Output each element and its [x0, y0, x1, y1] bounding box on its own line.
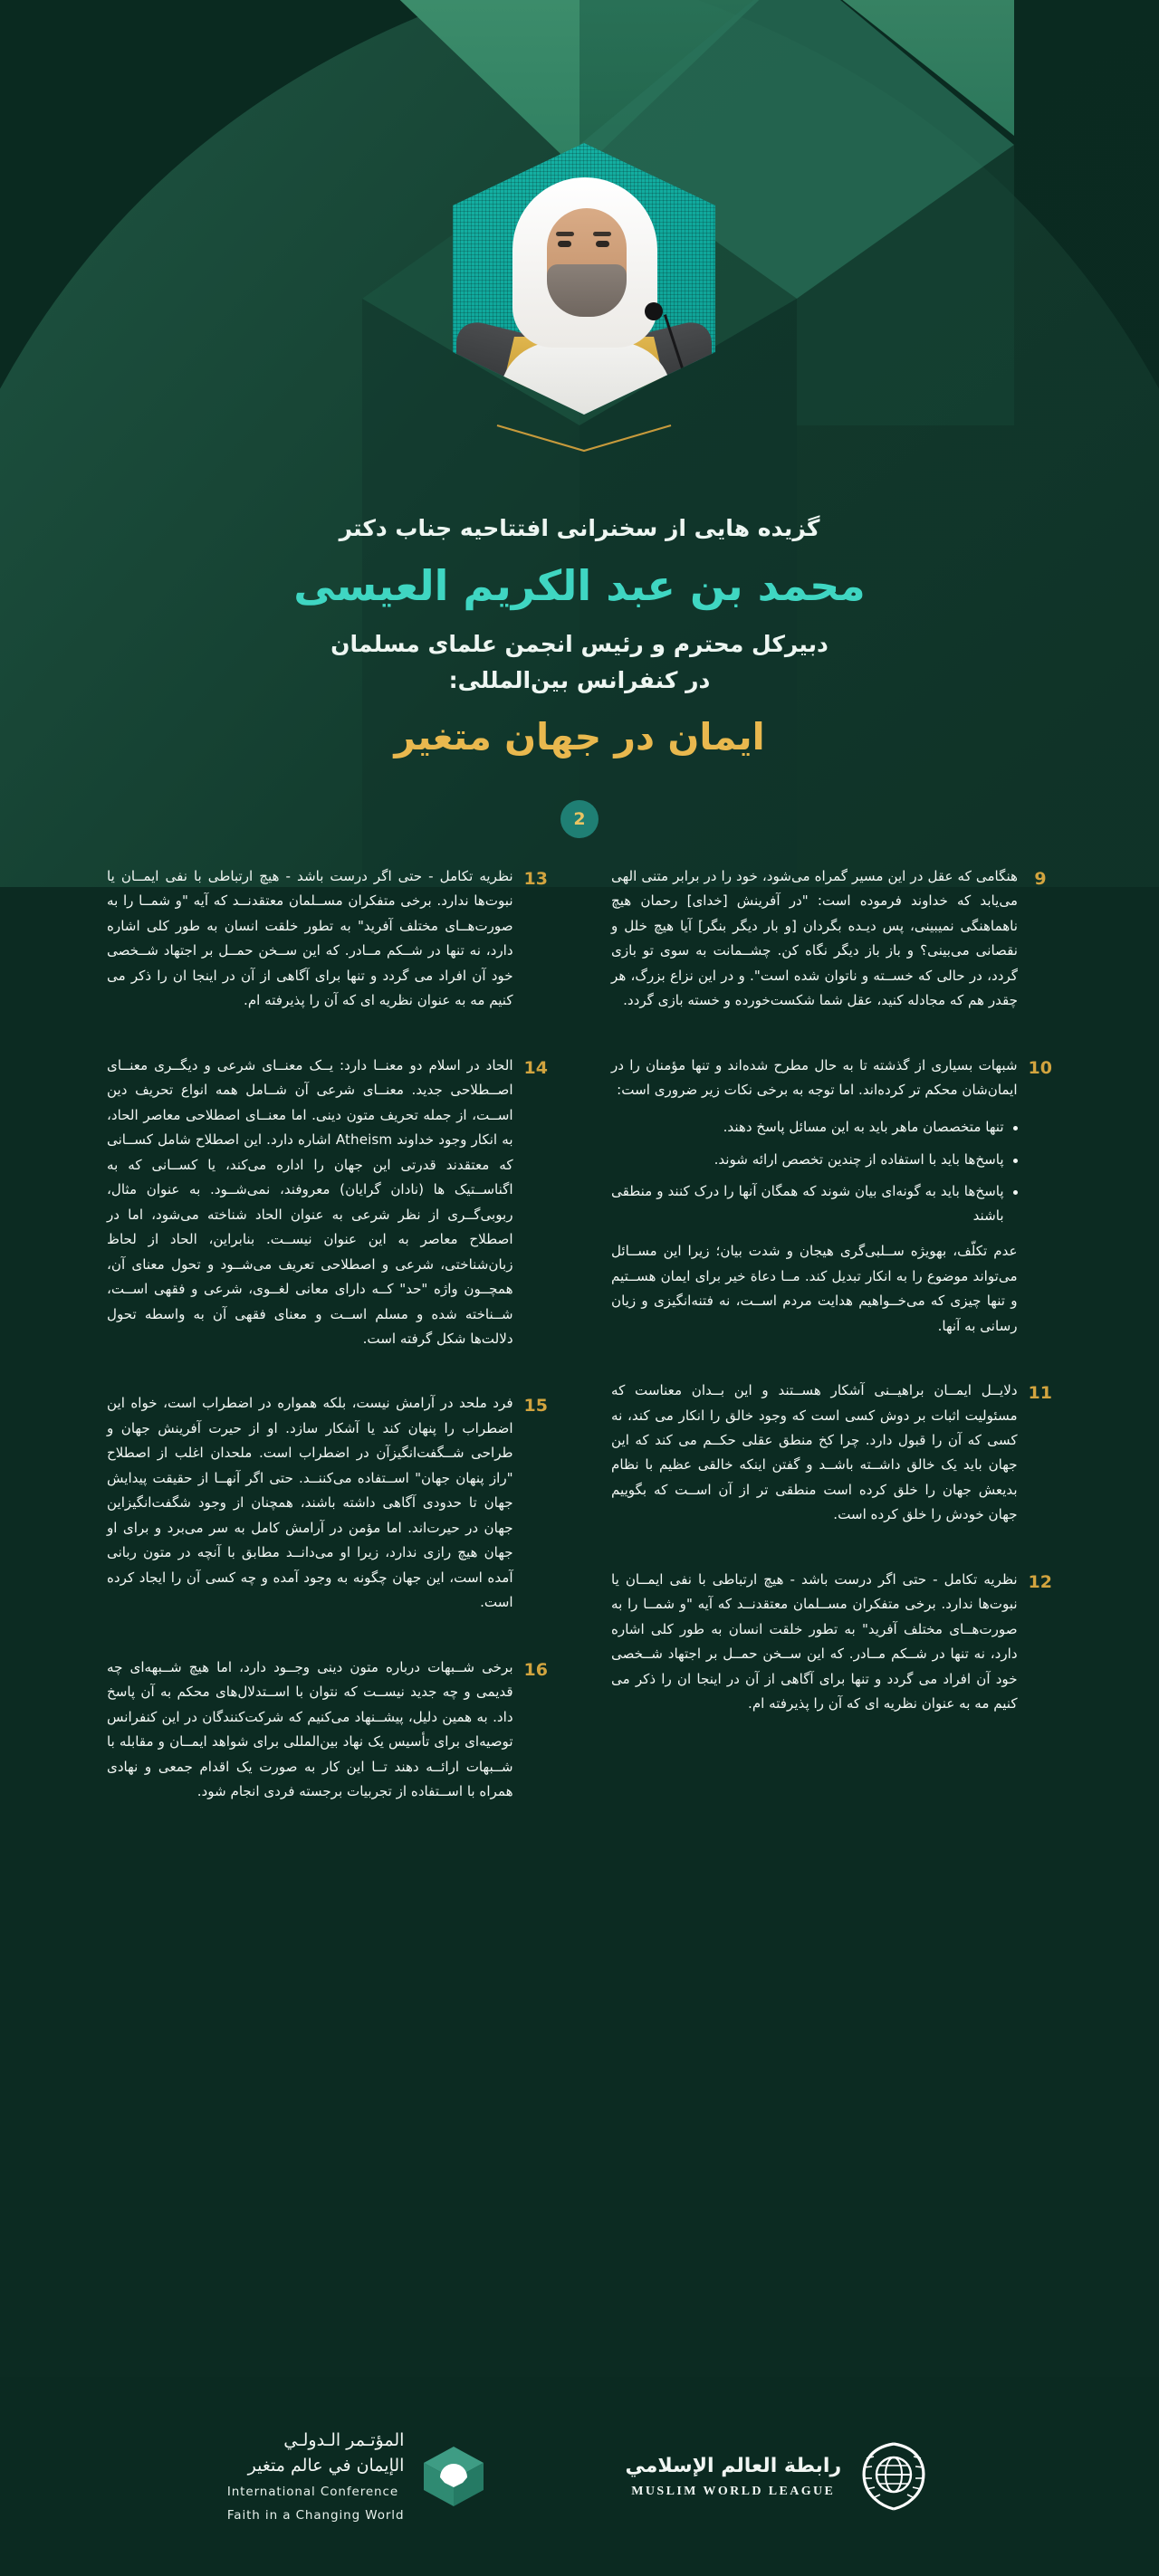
portrait-eye-left [558, 241, 571, 247]
item-extra-text: عدم تکلّف، بهویژه ســلبی‌گری هیجان و شدت بیان؛ زیرا این مســائل می‌تواند موضوع را به انکار تبدیل کند. مــا دعاة خیر برای ایمان هســتیم و تنها چیزی که می‌خــواهیم هدایت مردم اســت، نه فتنه‌انگیزی و زیان رسانی به آنها. [611, 1243, 1018, 1334]
item-text: فرد ملحد در آرامش نیست، بلکه همواره در اضطراب است، خواه این اضطراب را پنهان کند یا آشکار سازد. او از حیرت آفرینش جهان و طراحی شــگفت‌انگیزآن در اضطراب است. ملحدان اغلب از اصطلاح "راز پنهان جهان" اســتفاده می‌کننــد. حتی اگر آنهــا از حقیقت پیدایش جهان تا حدودی آگاهی داشته باشند، همچنان از وجود شگفت‌انگیزاین جهان در حیرت‌اند. اما مؤمن در آرامش کامل به سر می‌برد و برای او جهان هیچ رازی ندارد، زیرا او می‌دانــد مطابق با آنچه در متون ربانی آمده است، این جهان چگونه به وجود آمده و چه کسی آن را ایجاد کرده است. [107, 1395, 513, 1611]
list-item [107, 1391, 548, 1615]
item-body [107, 1391, 513, 1615]
mwl-logo-text [625, 2454, 841, 2500]
item-text: دلایــل ایمــان براهیــنی آشکار هســتند و این بــدان معناست که مسئولیت اثبات بر دوش کسی است که وجود خالق را انکار می کند، نه کسی که آن را قبول دارد. چرا کخ منطق عقلی حکــم می کند که این جهان باید یک خالق داشــته باشــد و گفتن اینکه خالقی عظیم با نظام بدیعش جهان را خلق کرده است منطقی تر از آن اســت که بگوییم جهان خودش را خلق کرده است. [611, 1382, 1018, 1523]
footer-logos [0, 2377, 1159, 2576]
conference-logo-arabic-line1: المؤتـمر الـدولـي [283, 2430, 405, 2451]
mwl-logo-english: MUSLIM WORLD LEAGUE [631, 2485, 836, 2499]
item-text: نظریه تکامل - حتی اگر درست باشد - هیچ ارتباطی با نفی ایمــان یا نبوت‌ها ندارد. برخی متفکران مســلمان معتقدنــد که آیه "و شمــا را به صورت‌هــای مختلف آفرید" به تطور خلقت انسان به طور کلی اشاره دارد، نه تنها در شــکم مــادر. که این ســخن حمــل بر اجتهاد شــخصی خود آن افراد می گردد و تنها برای آگاهی از آن در اینجا ان را ذکر می کنیم مه به عنوان نظریه ای که آن را پذیرفته ام. [107, 868, 513, 1009]
gold-chevron-ornament-icon [493, 424, 675, 454]
bullet-text: پاسخ‌ها باید با استفاده از چندین تخصص ارائه شوند. [714, 1150, 1004, 1168]
bullet-dot-icon [1013, 1190, 1018, 1195]
column-left [107, 864, 548, 2349]
speaker-name: محمد بن عبد الکریم العیسی [293, 560, 866, 610]
column-right [611, 864, 1052, 2349]
mwl-logo-arabic: رابطة العالم الإسلامي [625, 2454, 842, 2477]
speaker-portrait [453, 143, 715, 415]
item-text: نظریه تکامل - حتی اگر درست باشد - هیچ ارتباطی با نفی ایمــان یا نبوت‌ها ندارد. برخی متفکران مســلمان معتقدنــد که آیه "و شمــا را به صورت‌هــای مختلف آفرید" به تطور خلقت انسان به طور کلی اشاره دارد، نه تنها در شــکم مــادر. که این ســخن حمــل بر اجتهاد شــخصی خود آن افراد می گردد و تنها برای آگاهی از آن در اینجا ان را ذکر می کنیم مه به عنوان نظریه ای که آن را پذیرفته ام. [611, 1570, 1018, 1713]
mwl-logo [625, 2438, 932, 2514]
conference-logo [227, 2428, 490, 2524]
bullet-dot-icon [1013, 1159, 1018, 1163]
header-text-block [0, 511, 1159, 763]
item-number: 14 [523, 1057, 548, 1078]
item-number: 11 [1028, 1383, 1052, 1404]
conference-logo-english-line2: Faith in a Changing World [226, 2507, 405, 2523]
portrait-hexagon-frame [453, 143, 715, 415]
list-item [107, 1054, 548, 1352]
list-item [611, 1379, 1052, 1528]
list-item [611, 864, 1052, 1014]
portrait-eyebrow-right [593, 232, 611, 236]
item-body [611, 1054, 1018, 1339]
item-body [611, 1379, 1018, 1528]
item-body [107, 1655, 513, 1805]
item-text: هنگامی که عقل در این مسیر گمراه می‌شود، خود را در برابر متنی الهی می‌یابد که خداوند فرموده است: "در آفرینش [خدای] رحمان هیچ ناهماهنگی نمیبینی، پس دیـده بگردان [و بار دیگر بنگر] آیا هیچ خلل و نقصانی می‌بینی؟ و باز باز دیگر نگاه کن. چشــمانت به سوی تو بازی گردد، در حالی که خســته و ناتوان شده است". و در این نزاع بزرگ، هر چقدر هم که مجادله کنید، عقل شما شکست‌خورده و خسته بازی گردد. [611, 868, 1018, 1009]
item-text: شبهات بسیاری از گذشته تا به حال مطرح شده‌اند و تنها مؤمنان را در ایمان‌شان محکم تر کرده‌اند. اما توجه به برخی نکات زیر ضروری است: [611, 1056, 1018, 1099]
list-item [107, 1655, 548, 1805]
item-number: 12 [1028, 1571, 1052, 1592]
item-text: برخی شــبهات درباره متون دینی وجــود دارد، اما هیچ شــبهه‌ای چه قدیمی و چه جدید نیســت که نتوان با اســتدلال‌های محکم به آن پاسخ داد. به همین دلیل، پیشــنهاد می‌کنیم که شرکت‌کنندگان در این کنفرانس توصیه‌ای برای تأسیس یک نهاد بین‌المللی برای شواهد ایمــان و مقابله با شــبهات ارائــه دهند تــا این کار به صورت یک اقدام جمعی و نهادی همراه با اســتفاده از تجربیات برجسته فردی انجام شود. [107, 1658, 513, 1799]
speaker-role: دبیرکل محترم و رئیس انجمن علمای مسلمان [330, 630, 829, 657]
list-item [107, 864, 548, 1014]
bullet-item [611, 1115, 1018, 1140]
content-columns [0, 864, 1159, 2349]
hero-banner [0, 0, 1159, 887]
conference-logo-arabic-line2: الإيمان في عالم متغير [247, 2455, 405, 2476]
item-number: 16 [523, 1659, 548, 1680]
portrait-eye-right [596, 241, 609, 247]
page-number-badge: 2 [560, 800, 599, 838]
header-kicker: گزیده هایی از سخنرانی افتتاحیه جناب دکتر [339, 515, 820, 541]
globe-wreath-icon [856, 2438, 932, 2514]
bullet-dot-icon [1013, 1126, 1018, 1131]
bullet-text: پاسخ‌ها باید به گونه‌ای بیان شوند که همگان آنها را درک کنند و منطقی باشند [611, 1183, 1004, 1225]
item-number: 9 [1034, 869, 1047, 889]
bullet-item [611, 1179, 1018, 1228]
bullet-text: تنها متخصصان ماهر باید به این مسائل پاسخ دهند. [723, 1118, 1004, 1135]
list-item [611, 1054, 1052, 1339]
item-number: 13 [523, 869, 548, 889]
list-item [611, 1568, 1052, 1717]
conference-line: در کنفرانس بین‌المللی: [448, 666, 711, 693]
cube-logo-icon [418, 2441, 489, 2512]
item-number: 10 [1028, 1057, 1052, 1078]
item-number: 15 [523, 1396, 548, 1417]
item-text: الحاد در اسلام دو معنــا دارد: یــک معنــای شرعی و دیگــری معنــای اصــطلاحی جدید. معنــای شرعی آن شــامل همه انواع تحریف دین اســت، از جمله تحریف متون دینی. اما معنــای اصطلاحی معاصر الحاد، به انکار وجود خداوند Atheism اشاره دارد. این اصطلاح شامل کســانی که معتقدند قدرتی این جهان را اداره می‌کند، یا کســانی که به اگناســتیک ها (نادان گرایان) معروفند، نمی‌شــود. به عنوان مثال، ربوبی‌گــری از نظر شرعی به عنوان الحاد شناخته می‌شود، اما در اصطلاح معاصر به این عنوان نیســت. بنابراین، الحاد از لحاظ زبان‌شناختی، شرعی و اصطلاحی تعریف می‌شــود و تحول معنای آن، همچــون واژه "حد" کــه دارای معانی لغــوی، شرعی و فقهی اســت، شــناخته شده و مسلم اســت و معنای فقهی آن به واسطه تحول دلالت‌ها شکل گرفته است. [107, 1056, 513, 1347]
conference-logo-english-line1: International Conference [226, 2485, 399, 2500]
portrait-thobe [500, 342, 672, 415]
item-body [107, 1054, 513, 1352]
conference-logo-text [227, 2428, 405, 2524]
bullet-item [611, 1148, 1018, 1172]
conference-title: ایمان در جهان متغیر [394, 714, 765, 758]
item-body [611, 1568, 1018, 1717]
item-body [611, 864, 1018, 1014]
bullet-list [611, 1115, 1018, 1228]
microphone-icon [645, 302, 663, 320]
item-body [107, 864, 513, 1014]
portrait-eyebrow-left [556, 232, 574, 236]
